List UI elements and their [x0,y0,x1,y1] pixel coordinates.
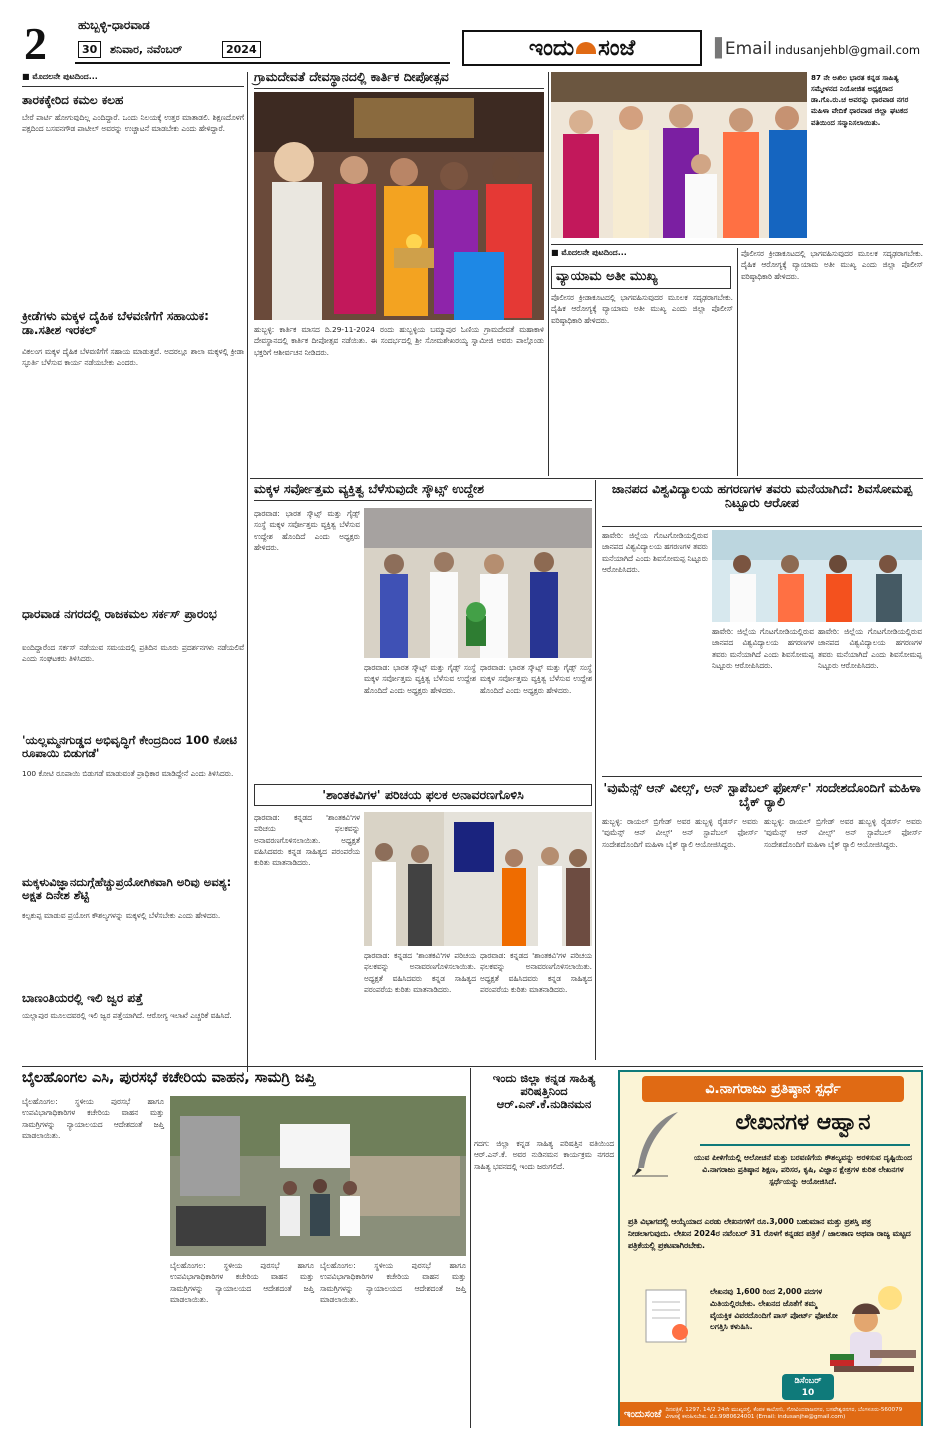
date-day: 30 [78,41,101,58]
deadline-day: 10 [801,1388,815,1398]
janapada-story [598,480,923,770]
headline-circus: ಧಾರವಾಡ ನಗರದಲ್ಲಿ ರಾಜಕಮಲ ಸರ್ಕಸ್ ಪ್ರಾರಂಭ [22,607,217,621]
section-rule [250,478,923,479]
date-year: 2024 [222,41,261,58]
rnk-story [474,1068,617,1428]
body-shanthakavi-2: ಧಾರವಾಡ: ಕನ್ನಡದ 'ಶಾಂತಕವಿ'ಗಳ ಪರಿಚಯ ಫಲಕವನ್ನು ಅನಾವರಣಗೊಳಿಸಲಾಯಿತು. ಅಧ್ಯಕ್ಷತೆ ವಹಿಸಿದವರು ಕನ್ನಡ ಸಾಹಿತ್ಯದ ಪರಂಪರೆಯ ಕುರಿತು ಮಾತನಾಡಿದರು. [364,951,479,994]
body-janapada-3: ಹಾವೇರಿ: ಜಿಲ್ಲೆಯ ಗೊಟಗೋಡಿಯಲ್ಲಿರುವ ಜಾನಪದ ವಿಶ್ವವಿದ್ಯಾಲಯ ಹಗರಣಗಳ ತವರು ಮನೆಯಾಗಿದೆ ಎಂದು ಶಿವಸೋಮಪ್ಪ ನಿಟ್ಟೂರು ಆರೋಪಿಸಿದರು. [818,627,925,670]
headline-kreedegalu: ಕ್ರೀಡೆಗಳು ಮಕ್ಕಳ ದೈಹಿಕ ಬೆಳವಣಿಗೆಗೆ ಸಹಾಯಕ: ಡಾ.ಸತೀಶ ಇರಕಲ್ [22,309,209,337]
janapada-photo-art [712,530,922,622]
email-bracket-icon: ▐ [708,38,722,59]
headline-ili-jvara: ಬಾಣಂತಿಯರಲ್ಲಿ ಇಲಿ ಜ್ವರ ಪತ್ತೆ [22,991,143,1005]
body-bike-rally: ಹುಬ್ಬಳ್ಳಿ: ರಾಯಲ್ ಬ್ರಿಗೇಡ್ ಅವರ ಹುಬ್ಬಳ್ಳಿ ರೈಡರ್ಸ್ ಅವರು 'ವುಮೆನ್ಸ್ ಆನ್ ವೀಲ್ಸ್' ಅನ್ ಸ್ಟಾಪೆಬಲ್ ಫೋರ್ಸ್ ಸಂದೇಶದೊಂದಿಗೆ ಮಹಿಳಾ ಬೈಕ್ ರ‍್ಯಾಲಿ ಆಯೋಜಿಸಿದ್ದರು. [602,817,761,849]
seizure-story [22,1068,469,1428]
divider [551,244,923,245]
body-shanthakavi: ಧಾರವಾಡ: ಕನ್ನಡದ 'ಶಾಂತಕವಿ'ಗಳ ಪರಿಚಯ ಫಲಕವನ್ನು ಅನಾವರಣಗೊಳಿಸಲಾಯಿತು. ಅಧ್ಯಕ್ಷತೆ ವಹಿಸಿದವರು ಕನ್ನಡ ಸಾಹಿತ್ಯದ ಪರಂಪರೆಯ ಕುರಿತು ಮಾತನಾಡಿದರು. [254,813,363,867]
quill-icon [628,1108,688,1178]
logo-left: ಇಂದು [528,35,575,61]
logo-right: ಸಂಜೆ [598,35,636,61]
email-block [708,38,938,62]
body-vyayama: ಪೊಲೀಸರ ಕ್ರೀಡಾಕೂಟದಲ್ಲಿ ಭಾಗವಹಿಸುವುದರ ಮೂಲಕ ಸದೃಢರಾಗಬೇಕು. ದೈಹಿಕ ಆರೋಗ್ಯಕ್ಕೆ ವ್ಯಾಯಾಮ ಅತೀ ಮುಖ್ಯ ಎಂದು ಜಿಲ್ಲಾ ಪೊಲೀಸ್ ವರಿಷ್ಠಾಧಿಕಾರಿ ಹೇಳಿದರು. [551,293,736,325]
doc-icon [640,1286,694,1346]
left-column [22,72,247,1072]
felicitation-photo [551,72,807,238]
column-rule [737,248,738,476]
masthead-rule [75,62,450,64]
sun-icon [576,42,596,54]
body-scouts-2: ಧಾರವಾಡ: ಭಾರತ ಸ್ಕೌಟ್ಸ್ ಮತ್ತು ಗೈಡ್ಸ್ ಸಂಸ್ಥೆ ಮಕ್ಕಳ ಸರ್ವೋತ್ತಮ ವ್ಯಕ್ತಿತ್ವ ಬೆಳೆಸುವ ಉದ್ದೇಶ ಹೊಂದಿದೆ ಎಂದು ಅಧ್ಯಕ್ಷರು ಹೇಳಿದರು. [364,663,479,695]
body-karthika-deepotsava: ಹುಬ್ಬಳ್ಳಿ: ಕಾರ್ತಿಕ ಮಾಸದ ದಿ.29-11-2024 ರಂದು ಹುಬ್ಬಳ್ಳಿಯ ಬಮ್ಮಾಪುರ ಓಣಿಯ ಗ್ರಾಮದೇವತೆ ಮಹಾಕಾಳಿ ದೇವಸ್ಥಾನದಲ್ಲಿ ಕಾರ್ತಿಕ ದೀಪೋತ್ಸವ ನಡೆಯಿತು. ಈ ಸಂದರ್ಭದಲ್ಲಿ ಶ್ರೀ ಸೋಮಶೇಖರಯ್ಯ ಸ್ವಾಮೀಜಿ ಅವರು ಪಾಲ್ಗೊಂಡು ಭಕ್ತರಿಗೆ ಆಶೀರ್ವಚನ ನೀಡಿದರು. [254,325,547,357]
seizure-photo [170,1096,466,1256]
column-rule [595,480,596,1060]
ad-footer-address: ದಿನಪತ್ರಿಕೆ, 1297, 14/2 24ನೇ ಮುಖ್ಯರಸ್ತೆ, ಕೆಂಪಕ ಕಾಲೋನಿ, ಗೋವಿಂದರಾಜನಗರ, ಬಸವೇಶ್ವರನಗರ, ಬೆಂಗಳೂರು-560079 ವಿಳಾಸಕ್ಕೆ ಕಳುಹಿಸಬೇಕು. ಮೊ.9980624001 (Email: indusanjhe@gmail.com) [665,1406,903,1420]
headline-seizure: ಬೈಲಹೊಂಗಲ ಎಸಿ, ಪುರಸಭೆ ಕಚೇರಿಯ ವಾಹನ, ಸಾಮಗ್ರಿ ಜಪ್ತಿ [22,1070,316,1086]
column-rule [247,72,248,1072]
right-top-story [551,72,926,476]
shanthakavi-story [250,784,595,1056]
scouts-story [250,480,595,776]
headline-kamala-kalaha: ತಾರಕಕ್ಕೇರಿದ ಕಮಲ ಕಲಹ [22,93,124,107]
temple-photo [254,92,544,320]
continued-label: ■ ಮೊದಲನೇ ಪುಟದಿಂದ... [551,248,627,257]
ad-body: ಪ್ರತಿ ವಿಭಾಗದಲ್ಲಿ ಆಯ್ಕೆಯಾದ ಎರಡು ಲೇಖನಗಳಿಗೆ ರೂ.3,000 ಬಹುಮಾನ ಮತ್ತು ಪ್ರಶಸ್ತಿ ಪತ್ರ ನೀಡಲಾಗುವುದು. ಲೇಖನ 2024ರ ನವೆಂಬರ್ 31 ರೊಳಗೆ ಕನ್ನಡದ ಪತ್ರಿಕೆ / ಜಾಲತಾಣ ಅಥವಾ ರಾಜ್ಯ ಮಟ್ಟದ ಪತ್ರಿಕೆಯಲ್ಲಿ ಪ್ರಕಟವಾಗಿರಬೇಕು. [628,1217,914,1251]
masthead [0,0,945,70]
ad-title-rule [700,1144,910,1146]
column-rule [470,1068,471,1428]
quill-icon-art [628,1108,688,1178]
shanthakavi-photo [364,812,592,946]
ad-footer [620,1402,921,1426]
body-vijnana: ಕಲ್ಪಕುಪ್ಪ ಮಾಡುವ ಪ್ರಯೋಗ ಕೌಶಲ್ಯಗಳನ್ನು ಮಕ್ಕಳಲ್ಲಿ ಬೆಳೆಸಬೇಕು ಎಂದು ಹೇಳಿದರು. [22,911,221,920]
continued-label: ■ ಮೊದಲನೇ ಪುಟದಿಂದ... [22,72,98,81]
email-value[interactable]: indusanjehbl@gmail.com [775,43,921,57]
bike-rally-story [598,776,923,1058]
page-number: 2 [24,18,47,69]
seizure-photo-art [170,1096,466,1256]
body-scouts-3: ಧಾರವಾಡ: ಭಾರತ ಸ್ಕೌಟ್ಸ್ ಮತ್ತು ಗೈಡ್ಸ್ ಸಂಸ್ಥೆ ಮಕ್ಕಳ ಸರ್ವೋತ್ತಮ ವ್ಯಕ್ತಿತ್ವ ಬೆಳೆಸುವ ಉದ್ದೇಶ ಹೊಂದಿದೆ ಎಂದು ಅಧ್ಯಕ್ಷರು ಹೇಳಿದರು. [480,663,595,695]
temple-story [250,68,546,468]
headline-rnk: ಇಂದು ಜಿಲ್ಲಾ ಕನ್ನಡ ಸಾಹಿತ್ಯ ಪರಿಷತ್ತಿನಿಂದ ಆರ್.ಎನ್.ಕೆ.ನುಡಿನಮನ [492,1071,596,1112]
divider [22,86,244,87]
headline-vyayama: ವ್ಯಾಯಾಮ ಅತೀ ಮುಖ್ಯ [551,266,731,289]
date-text: ಶನಿವಾರ, ನವೆಂಬರ್ [110,43,183,56]
deadline-month: ಡಿಸೆಂಬರ್ [794,1376,822,1386]
column-rule [548,72,549,476]
body-seizure-3: ಬೈಲಹೊಂಗಲ: ಸ್ಥಳೀಯ ಪುರಸಭೆ ಹಾಗೂ ಉಪವಿಭಾಗಾಧಿಕಾರಿಗಳ ಕಚೇರಿಯ ವಾಹನ ಮತ್ತು ಸಾಮಗ್ರಿಗಳನ್ನು ನ್ಯಾಯಾಲಯದ ಆದೇಶದಂತೆ ಜಪ್ತಿ ಮಾಡಲಾಯಿತು. [320,1261,469,1304]
body-kamala-kalaha: ಬೇರೆ ಪಾರ್ಟಿ ಹೋಗುವುದಿಲ್ಲ ಎಂದಿದ್ದಾರೆ. ಒಂದು ನಿಲಯಕ್ಕೆ ಉತ್ತರ ಮಾತಾಡಲಿ. ಶಿಕ್ಷಣದೊಳಗೆ ಪಕ್ಷದಿಂದ ಬಸವನಗೌಡ ಪಾಟೀಲ್ ಅವರನ್ನು ಉಚ್ಚಾಟನೆ ಮಾಡಬೇಕು ಎಂದು ಹೇಳಿದ್ದಾರೆ. [22,113,247,134]
body-rnk: ಗದಗ: ಜಿಲ್ಲಾ ಕನ್ನಡ ಸಾಹಿತ್ಯ ಪರಿಷತ್ತಿನ ವತಿಯಿಂದ ಆರ್.ಎನ್.ಕೆ. ಅವರ ನುಡಿನಮನ ಕಾರ್ಯಕ್ರಮ ನಗರದ ಸಾಹಿತ್ಯ ಭವನದಲ್ಲಿ ಇಂದು ಜರುಗಲಿದೆ. [474,1139,617,1171]
body-bike-rally-2: ಹುಬ್ಬಳ್ಳಿ: ರಾಯಲ್ ಬ್ರಿಗೇಡ್ ಅವರ ಹುಬ್ಬಳ್ಳಿ ರೈಡರ್ಸ್ ಅವರು 'ವುಮೆನ್ಸ್ ಆನ್ ವೀಲ್ಸ್' ಅನ್ ಸ್ಟಾಪೆಬಲ್ ಫೋರ್ಸ್ ಸಂದೇಶದೊಂದಿಗೆ ಮಹಿಳಾ ಬೈಕ್ ರ‍್ಯಾಲಿ ಆಯೋಜಿಸಿದ್ದರು. [764,817,925,849]
body-yallammanagudda: 100 ಕೋಟಿ ರೂಪಾಯಿ ಬಿಡುಗಡೆ ಮಾಡುವಂತೆ ಪ್ರಾಧಿಕಾರ ಮಾಡಿದ್ದೇನೆ ಎಂದು ತಿಳಿಸಿದರು. [22,769,234,778]
divider [602,526,922,527]
headline-karthika-deepotsava: ಗ್ರಾಮದೇವತೆ ದೇವಸ್ಥಾನದಲ್ಲಿ ಕಾರ್ತಿಕ ದೀಪೋತ್ಸವ [254,70,544,89]
body-ili-jvara: ಯಲ್ಲಾಪುರ ಮೂಲದವರಲ್ಲಿ ಇಲಿ ಜ್ವರ ಪತ್ತೆಯಾಗಿದೆ. ಆರೋಗ್ಯ ಇಲಾಖೆ ಎಚ್ಚರಿಕೆ ವಹಿಸಿದೆ. [22,1011,232,1020]
headline-vijnana: ಮಕ್ಕಳುವಿಜ್ಞಾನದುಗ್ಗೆಹೆಚ್ಚುಪ್ರಯೋಗಿಕವಾಗಿ ಅರಿವು ಅವಶ್ಯ: ಅಕ್ಷತ ದಿನೇಶ ಶೆಟ್ಟಿ [22,875,232,903]
janapada-photo [712,530,922,622]
email-label: Email [724,39,773,59]
section-rule [22,1066,923,1067]
paper-logo [462,30,702,66]
body-janapada: ಹಾವೇರಿ: ಜಿಲ್ಲೆಯ ಗೊಟಗೋಡಿಯಲ್ಲಿರುವ ಜಾನಪದ ವಿಶ್ವವಿದ್ಯಾಲಯ ಹಗರಣಗಳ ತವರು ಮನೆಯಾಗಿದೆ ಎಂದು ಶಿವಸೋಮಪ್ಪ ನಿಟ್ಟೂರು ಆರೋಪಿಸಿದರು. [602,531,711,574]
body-scouts: ಧಾರವಾಡ: ಭಾರತ ಸ್ಕೌಟ್ಸ್ ಮತ್ತು ಗೈಡ್ಸ್ ಸಂಸ್ಥೆ ಮಕ್ಕಳ ಸರ್ವೋತ್ತಮ ವ್ಯಕ್ತಿತ್ವ ಬೆಳೆಸುವ ಉದ್ದೇಶ ಹೊಂದಿದೆ ಎಂದು ಅಧ್ಯಕ್ಷರು ಹೇಳಿದರು. [254,509,363,552]
headline-yallammanagudda: 'ಯಲ್ಲಮ್ಮನಗುಡ್ಡದ ಅಭಿವೃದ್ಧಿಗೆ ಕೇಂದ್ರದಿಂದ 100 ಕೋಟಿ ರೂಪಾಯಿ ಬಿಡುಗಡೆ' [22,733,238,761]
ad-intro: ಯುವ ಪೀಳಿಗೆಯಲ್ಲಿ ಆಲೋಚನೆ ಮತ್ತು ಬರವಣಿಗೆಯ ಕೌಶಲ್ಯವನ್ನು ಅರಳಿಸುವ ದೃಷ್ಟಿಯಿಂದ ವಿ.ನಾಗರಾಜು ಪ್ರತಿಷ್ಠಾನ ಶಿಕ್ಷಣ, ಪರಿಸರ, ಕೃಷಿ, ವಿಜ್ಞಾನ ಕ್ಷೇತ್ರಗಳ ಕುರಿತ ಲೇಖನಗಳ ಸ್ಪರ್ಧೆಯನ್ನು ಆಯೋಜಿಸಿದೆ. [694,1153,915,1186]
body-kreedegalu: ವಿಕಲಂಗ ಮಕ್ಕಳ ದೈಹಿಕ ಬೆಳವಣಿಗೆಗೆ ಸಹಾಯ ಮಾಡುತ್ತವೆ. ಅದರಲ್ಲೂ ಶಾಲಾ ಮಕ್ಕಳಲ್ಲಿ ಕ್ರೀಡಾ ಸ್ಫೂರ್ತಿ ಬೆಳೆಸುವ ಕಾರ್ಯ ನಡೆಯಬೇಕು ಎಂದರು. [22,347,247,368]
felicitation-photo-art [551,72,807,238]
headline-shanthakavi: 'ಶಾಂತಕವಿಗಳ' ಪರಿಚಯ ಫಲಕ ಅನಾವರಣಗೊಳಿಸಿ [254,784,592,806]
scouts-photo-art [364,508,592,658]
writer-illustration-art [826,1280,920,1388]
felicitation-caption: 87 ನೇ ಅಖಿಲ ಭಾರತ ಕನ್ನಡ ಸಾಹಿತ್ಯ ಸಮ್ಮೇಳನದ ನಿಯೋಜಿತ ಅಧ್ಯಕ್ಷರಾದ ಡಾ.ಗೊ.ರು.ಚ ಅವರನ್ನು ಧಾರವಾಡ ನಗರ ಮಹಿಳಾ ವೇದಿಕೆ ಧಾರವಾಡ ಜಿಲ್ಲಾ ಘಟಕದ ವತಿಯಿಂದ ಸನ್ಮಾನಿಸಲಾಯಿತು. [811,73,911,127]
scouts-photo [364,508,592,658]
body-shanthakavi-3: ಧಾರವಾಡ: ಕನ್ನಡದ 'ಶಾಂತಕವಿ'ಗಳ ಪರಿಚಯ ಫಲಕವನ್ನು ಅನಾವರಣಗೊಳಿಸಲಾಯಿತು. ಅಧ್ಯಕ್ಷತೆ ವಹಿಸಿದವರು ಕನ್ನಡ ಸಾಹಿತ್ಯದ ಪರಂಪರೆಯ ಕುರಿತು ಮಾತನಾಡಿದರು. [480,951,595,994]
temple-photo-art [254,92,544,320]
headline-scouts: ಮಕ್ಕಳ ಸರ್ವೋತ್ತಮ ವ್ಯಕ್ತಿತ್ವ ಬೆಳೆಸುವುದೇ ಸ್ಕೌಟ್ಸ್ ಉದ್ದೇಶ [254,482,592,501]
writer-illustration [826,1280,920,1388]
shanthakavi-photo-art [364,812,592,946]
essay-competition-ad [618,1070,923,1426]
headline-bike-rally: 'ವುಮೆನ್ಸ್ ಆನ್ ವೀಲ್ಸ್, ಅನ್ ಸ್ಟಾಪೆಬಲ್ ಫೋರ್ಸ್' ಸಂದೇಶದೊಂದಿಗೆ ಮಹಿಳಾ ಬೈಕ್ ರ‍್ಯಾಲಿ [602,776,922,810]
ad-title: ಲೇಖನಗಳ ಆಹ್ವಾನ [735,1110,871,1135]
masthead-city: ಹುಬ್ಬಳ್ಳಿ-ಧಾರವಾಡ [78,18,150,32]
deadline-badge [782,1374,834,1400]
body-seizure-2: ಬೈಲಹೊಂಗಲ: ಸ್ಥಳೀಯ ಪುರಸಭೆ ಹಾಗೂ ಉಪವಿಭಾಗಾಧಿಕಾರಿಗಳ ಕಚೇರಿಯ ವಾಹನ ಮತ್ತು ಸಾಮಗ್ರಿಗಳನ್ನು ನ್ಯಾಯಾಲಯದ ಆದೇಶದಂತೆ ಜಪ್ತಿ ಮಾಡಲಾಯಿತು. [170,1261,317,1304]
body-circus: ಐಂದಿದ್ದಾರೆಂದ ಸರ್ಕಸ್ ನಡೆಯುವ ಸಮಯದಲ್ಲಿ ಪ್ರತಿದಿನ ಮೂರು ಪ್ರದರ್ಶನಗಳು ನಡೆಯಲಿವೆ ಎಂದು ಸಂಘಟಕರು ತಿಳಿಸಿದರು. [22,643,247,664]
ad-words: ಲೇಖನವು 1,600 ರಿಂದ 2,000 ಪದಗಳ ಮಿತಿಯಲ್ಲಿರಬೇಕು. ಲೇಖನದ ಜೊತೆಗೆ ತಮ್ಮ ವೈಯಕ್ತಿಕ ವಿವರದೊಂದಿಗೆ ಪಾಸ್ ಪೋರ್ಟ್ ಫೋಟೋ ಲಗತ್ತಿಸಿ ಕಳುಹಿಸಿ. [710,1287,841,1332]
body-janapada-2: ಹಾವೇರಿ: ಜಿಲ್ಲೆಯ ಗೊಟಗೋಡಿಯಲ್ಲಿರುವ ಜಾನಪದ ವಿಶ್ವವಿದ್ಯಾಲಯ ಹಗರಣಗಳ ತವರು ಮನೆಯಾಗಿದೆ ಎಂದು ಶಿವಸೋಮಪ್ಪ ನಿಟ್ಟೂರು ಆರೋಪಿಸಿದರು. [712,627,817,670]
ad-banner [642,1076,904,1102]
ad-footer-brand: ಇಂದುಸಂಜೆ [624,1408,662,1420]
headline-janapada: ಜಾನಪದ ವಿಶ್ವವಿದ್ಯಾಲಯ ಹಗರಣಗಳ ತವರು ಮನೆಯಾಗಿದೆ: ಶಿವಸೋಮಪ್ಪ ನಿಟ್ಟೂರು ಆರೋಪ [611,481,913,511]
ad-banner-text: ವಿ.ನಾಗರಾಜು ಪ್ರತಿಷ್ಠಾನ ಸ್ಪರ್ಧೆ [705,1081,841,1097]
body-vyayama-continued: ಪೊಲೀಸರ ಕ್ರೀಡಾಕೂಟದಲ್ಲಿ ಭಾಗವಹಿಸುವುದರ ಮೂಲಕ ಸದೃಢರಾಗಬೇಕು. ದೈಹಿಕ ಆರೋಗ್ಯಕ್ಕೆ ವ್ಯಾಯಾಮ ಅತೀ ಮುಖ್ಯ ಎಂದು ಜಿಲ್ಲಾ ಪೊಲೀಸ್ ವರಿಷ್ಠಾಧಿಕಾರಿ ಹೇಳಿದರು. [741,249,926,281]
body-seizure: ಬೈಲಹೊಂಗಲ: ಸ್ಥಳೀಯ ಪುರಸಭೆ ಹಾಗೂ ಉಪವಿಭಾಗಾಧಿಕಾರಿಗಳ ಕಚೇರಿಯ ವಾಹನ ಮತ್ತು ಸಾಮಗ್ರಿಗಳನ್ನು ನ್ಯಾಯಾಲಯದ ಆದೇಶದಂತೆ ಜಪ್ತಿ ಮಾಡಲಾಯಿತು. [22,1097,167,1140]
doc-icon-art [640,1286,694,1346]
